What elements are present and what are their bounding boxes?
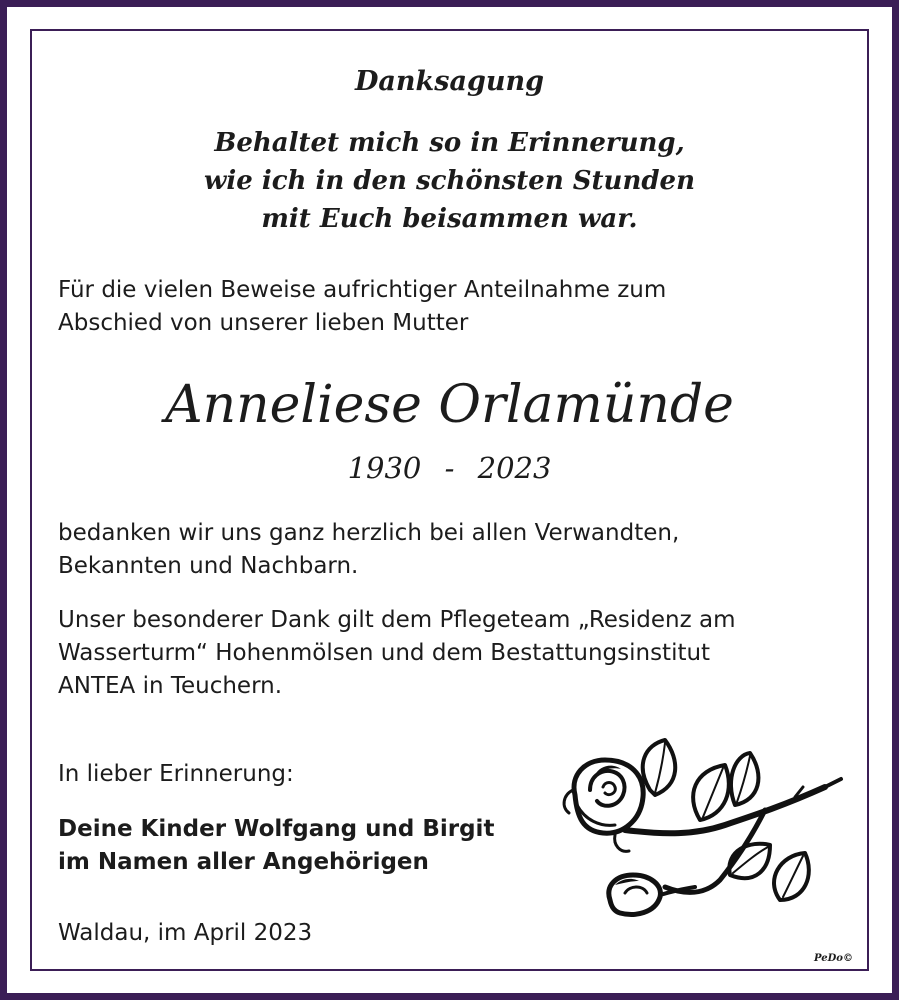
heading: Danksagung [355,66,544,97]
motto-line: Behaltet mich so in Erinnerung, [214,128,685,158]
place-date: Waldau, im April 2023 [58,920,313,946]
closing-label: In lieber Erinnerung: [58,761,294,787]
deceased-name: Anneliese Orlamünde [165,375,734,435]
motto-line: mit Euch beisammen war. [261,204,638,234]
copyright-mark: PeDo© [814,953,853,964]
life-dates: 1930 - 2023 [347,451,552,485]
thanks-text [58,517,858,583]
special-thanks-line: Unser besonderer Dank gilt dem Pflegeteam „Residenz am [58,607,736,633]
intro-line: Für die vielen Beweise aufrichtiger Anteilnahme zum [58,277,667,303]
special-thanks-line: ANTEA in Teuchern. [58,673,283,699]
intro-text [58,274,858,340]
special-thanks-line: Wasserturm“ Hohenmölsen und dem Bestattungsinstitut [58,640,711,666]
thanks-line: bedanken wir uns ganz herzlich bei allen Verwandten, [58,520,680,546]
rose-icon [555,735,855,930]
special-thanks-text [58,604,858,703]
thanks-line: Bekannten und Nachbarn. [58,553,359,579]
motto-verse [0,124,899,238]
signatory-line: im Namen aller Angehörigen [58,849,429,875]
intro-line: Abschied von unserer lieben Mutter [58,310,469,336]
signatory-line: Deine Kinder Wolfgang und Birgit [58,816,495,842]
motto-line: wie ich in den schönsten Stunden [203,166,695,196]
